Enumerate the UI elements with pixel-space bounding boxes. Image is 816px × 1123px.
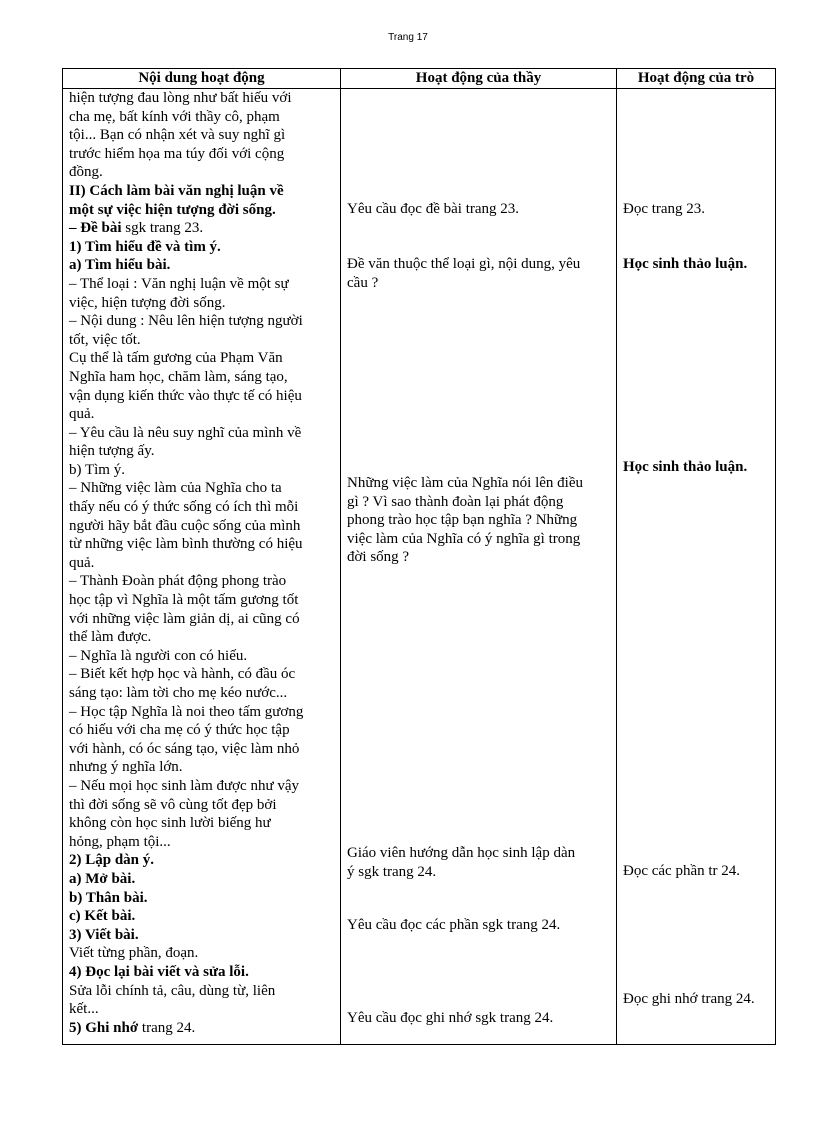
content-line: – Nếu mọi học sinh làm được như vậy	[69, 777, 299, 794]
header-content: Nội dung hoạt động	[138, 70, 265, 86]
content-line: c) Kết bài.	[69, 908, 136, 925]
content-line: quả.	[69, 406, 95, 423]
content-line: đồng.	[69, 164, 103, 181]
teacher-line: Yêu cầu đọc các phần sgk trang 24.	[347, 917, 561, 933]
content-line: b) Thân bài.	[69, 889, 148, 906]
content-line-bold: – Đề bài	[69, 220, 122, 237]
content-line: tội... Bạn có nhận xét và suy nghĩ gì	[69, 127, 286, 144]
student-line: Học sinh thảo luận.	[623, 459, 748, 475]
student-line: Học sinh thảo luận.	[623, 256, 748, 272]
student-line: Đọc các phần tr 24.	[623, 863, 741, 879]
content-line-rest: trang 24.	[138, 1019, 196, 1036]
student-cell-4	[623, 862, 740, 881]
content-line: Nghĩa ham học, chăm làm, sáng tạo,	[69, 368, 288, 385]
column-divider	[340, 69, 341, 1044]
teacher-line: phong trào học tập bạn nghĩa ? Những	[347, 512, 578, 529]
content-line: b) Tìm ý.	[69, 461, 125, 478]
header-student: Hoạt động của trò	[637, 70, 755, 86]
teacher-line: việc làm của Nghĩa có ý nghĩa gì trong	[347, 530, 581, 547]
content-line: II) Cách làm bài văn nghị luận về	[69, 182, 284, 199]
page-number: Trang 17	[388, 32, 428, 43]
header-teacher: Hoạt động của thầy	[415, 70, 542, 86]
content-column	[69, 89, 339, 1037]
teacher-line: Yêu cầu đọc ghi nhớ sgk trang 24.	[347, 1010, 554, 1026]
content-line: quả.	[69, 554, 95, 571]
content-line: Viết từng phần, đoạn.	[69, 945, 199, 962]
teacher-line: gì ? Vì sao thành đoàn lại phát động	[347, 493, 564, 510]
content-line: Sửa lỗi chính tả, câu, dùng từ, liên	[69, 982, 276, 999]
content-line: không còn học sinh lười biếng hư	[69, 815, 271, 832]
teacher-line: đời sống ?	[347, 549, 410, 566]
content-line: nhưng ý nghĩa lớn.	[69, 759, 183, 776]
content-line: 2) Lập dàn ý.	[69, 852, 155, 869]
student-line: Đọc ghi nhớ trang 24.	[623, 991, 755, 1007]
content-line: a) Mở bài.	[69, 870, 136, 887]
student-cell-2	[623, 255, 747, 274]
content-line: tốt, việc tốt.	[69, 331, 141, 348]
teacher-line: Những việc làm của Nghĩa nói lên điều	[347, 475, 583, 491]
content-line: sáng tạo: làm tời cho mẹ kéo nước...	[69, 685, 288, 701]
content-line: hỏng, phạm tội...	[69, 833, 171, 850]
content-line: một sự việc hiện tượng đời sống.	[69, 201, 276, 218]
student-line: Đọc trang 23.	[623, 201, 706, 217]
content-line: – Thể loại : Văn nghị luận về một sự	[69, 275, 289, 292]
teacher-line: Đề văn thuộc thể loại gì, nội dung, yêu	[347, 256, 581, 272]
content-line: người hãy bắt đầu cuộc sống của mình	[69, 517, 301, 534]
teacher-cell-2	[347, 255, 580, 292]
content-line: trước hiểm họa ma túy đối với cộng	[69, 145, 285, 162]
content-line: – Những việc làm của Nghĩa cho ta	[69, 480, 282, 497]
content-line: – Nghĩa là người con có hiếu.	[69, 647, 248, 664]
content-line-bold: 5) Ghi nhớ	[69, 1019, 139, 1036]
teacher-line: cầu ?	[347, 274, 379, 291]
content-line: có hiếu với cha mẹ có ý thức học tập	[69, 722, 290, 739]
student-cell-3	[623, 458, 747, 477]
content-line: – Nội dung : Nêu lên hiện tượng người	[69, 313, 303, 330]
content-line: hiện tượng đau lòng như bất hiếu với	[69, 90, 292, 106]
content-line: học tập vì Nghĩa là một tấm gương tốt	[69, 592, 299, 609]
content-line: với hành, có óc sáng tạo, việc làm nhỏ	[69, 740, 300, 757]
content-line: a) Tìm hiểu bài.	[69, 257, 171, 274]
content-line: Cụ thể là tấm gương của Phạm Văn	[69, 350, 283, 367]
teacher-line: Giáo viên hướng dẫn học sinh lập dàn	[347, 845, 576, 861]
teacher-cell-6	[347, 1009, 553, 1028]
content-line: kết...	[69, 1001, 99, 1018]
content-line: 4) Đọc lại bài viết và sửa lỗi.	[69, 963, 249, 980]
column-divider	[616, 69, 617, 1044]
content-line: vận dụng kiến thức vào thực tế có hiệu	[69, 387, 302, 404]
teacher-cell-4	[347, 844, 575, 881]
content-line-rest: sgk trang 23.	[121, 220, 204, 237]
content-line: thể làm được.	[69, 629, 152, 646]
content-line: 3) Viết bài.	[69, 926, 139, 943]
content-line: 1) Tìm hiểu đề và tìm ý.	[69, 238, 221, 255]
content-line: cha mẹ, bất kính với thầy cô, phạm	[69, 108, 280, 125]
teacher-line: ý sgk trang 24.	[347, 863, 437, 880]
content-line	[69, 219, 339, 238]
student-cell-1	[623, 200, 705, 219]
content-line: – Biết kết hợp học và hành, có đầu óc	[69, 666, 296, 683]
teacher-cell-5	[347, 916, 560, 935]
content-line: thấy nếu có ý thức sống có ích thì mỗi	[69, 499, 299, 516]
content-line: việc, hiện tượng đời sống.	[69, 294, 226, 311]
content-line: từ những việc làm bình thường có hiệu	[69, 536, 303, 553]
student-cell-5	[623, 990, 755, 1009]
content-line: với những việc làm giản dị, ai cũng có	[69, 610, 300, 627]
content-line	[69, 1019, 339, 1038]
content-line: thì đời sống sẽ vô cùng tốt đẹp bởi	[69, 796, 277, 813]
content-line: hiện tượng ấy.	[69, 443, 155, 460]
teacher-line: Yêu cầu đọc đề bài trang 23.	[347, 201, 520, 217]
teacher-cell-3	[347, 474, 583, 567]
lesson-table	[62, 68, 776, 1045]
content-line: – Học tập Nghĩa là noi theo tấm gương	[69, 703, 304, 720]
content-line: – Yêu cầu là nêu suy nghĩ của mình về	[69, 424, 302, 441]
teacher-cell-1	[347, 200, 519, 219]
content-line: – Thành Đoàn phát động phong trào	[69, 573, 287, 590]
